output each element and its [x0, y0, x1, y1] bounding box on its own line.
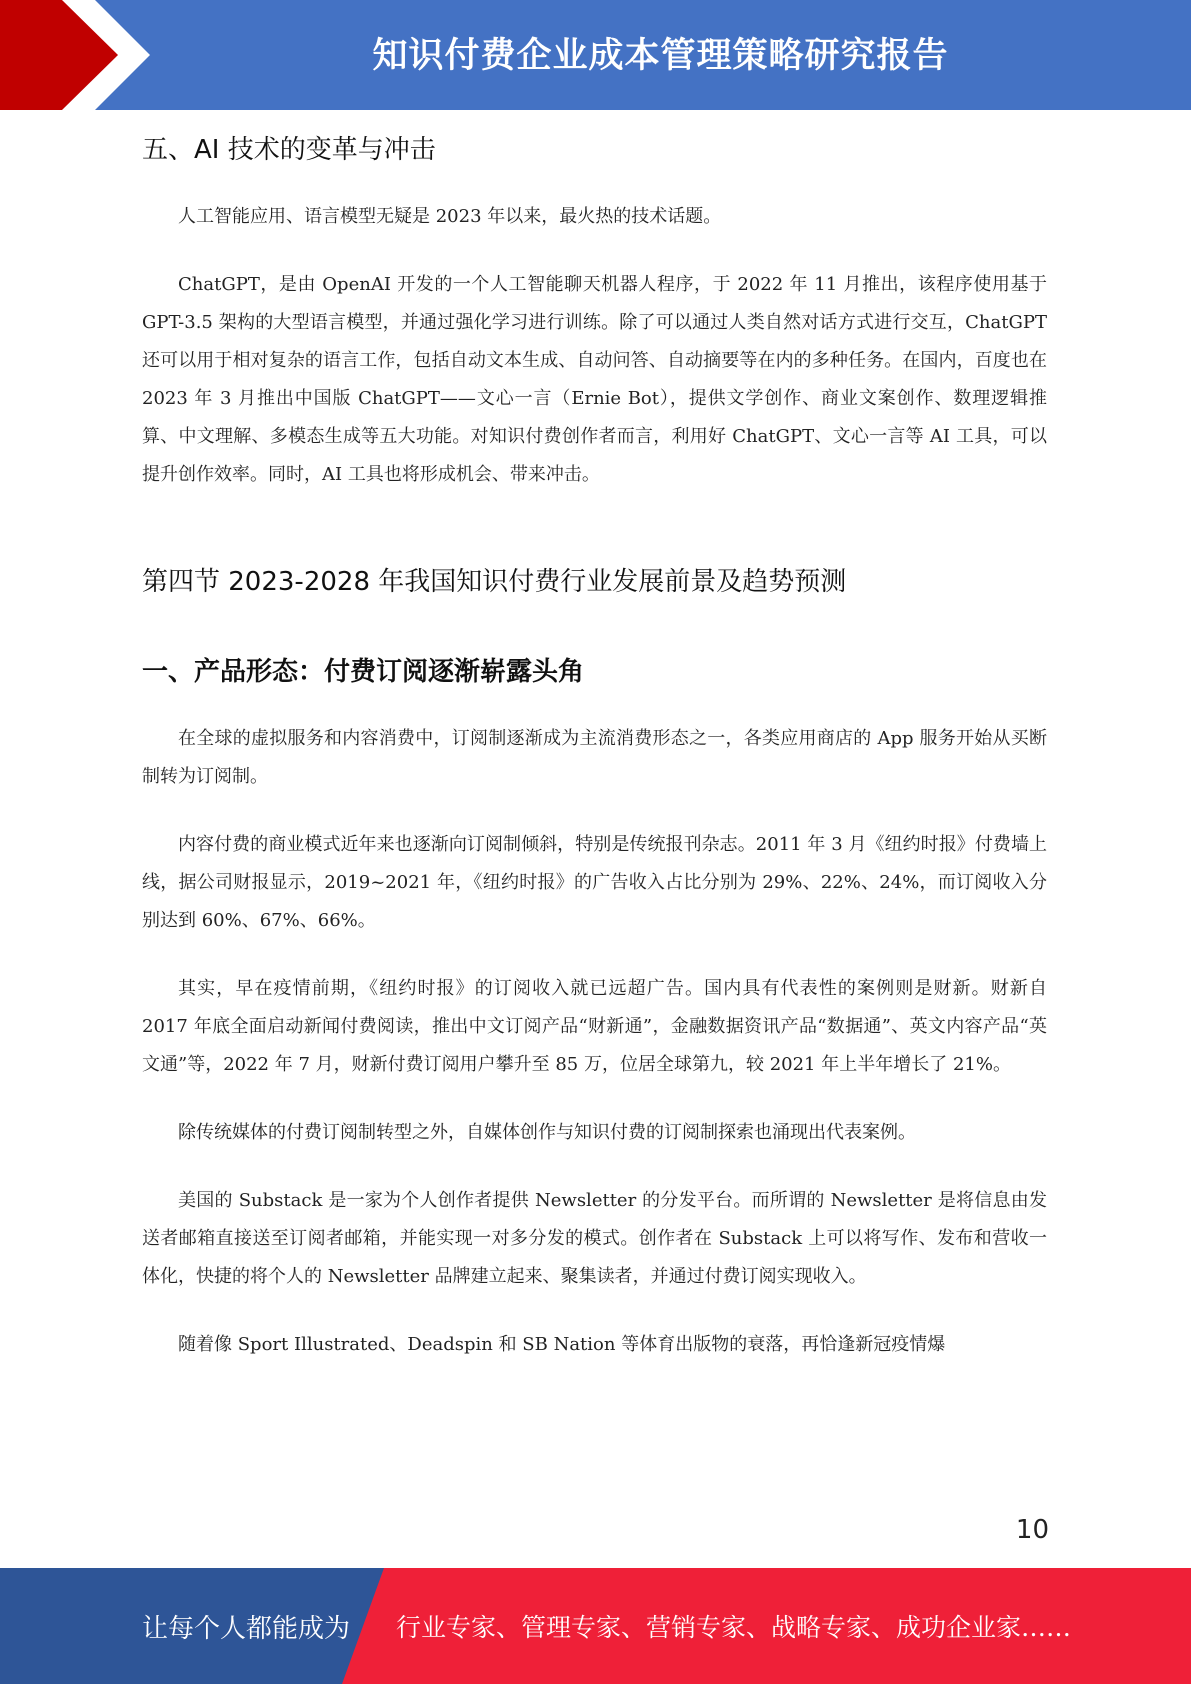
heading-ai-impact: 五、AI 技术的变革与冲击: [142, 135, 436, 165]
paragraph: 除传统媒体的付费订阅制转型之外，自媒体创作与知识付费的订阅制探索也涌现出代表案例。: [178, 1122, 916, 1143]
paragraph: ChatGPT，是由 OpenAI 开发的一个人工智能聊天机器人程序，于 2022 年 11 月推出，该程序使用基于 GPT-3.5 架构的大型语言模型，并通过强化学习进行训练。除了可以通过人类自然对话方式进行交互，ChatGPT 还可以用于相对复杂的语言工作，包括自动文本生成、自动问答、自动摘要等在内的多种任务。在国内，百度也在 2023 年 3 月推出中国版 ChatGPT——文心一言（Ernie Bot），提供文学创作、商业文案创作、数理逻辑推算、中文理解、多模态生成等五大功能。对知识付费创作者而言，利用好 ChatGPT、文心一言等 AI 工具，可以提升创作效率。同时，AI 工具也将形成机会、带来冲击。: [142, 274, 1047, 485]
paragraph: 随着像 Sport Illustrated、Deadspin 和 SB Nation 等体育出版物的衰落，再恰逢新冠疫情爆: [178, 1334, 946, 1355]
page-header: [0, 0, 1191, 110]
document-body: [142, 130, 1047, 1364]
subheading-product-form: 一、产品形态：付费订阅逐渐崭露头角: [142, 657, 585, 687]
paragraph: 其实，早在疫情前期，《纽约时报》的订阅收入就已远超广告。国内具有代表性的案例则是财新。财新自 2017 年底全面启动新闻付费阅读，推出中文订阅产品“财新通”，金融数据资讯产品“数据通”、英文内容产品“英文通”等，2022 年 7 月，财新付费订阅用户攀升至 85 万，位居全球第九，较 2021 年上半年增长了 21%。: [142, 978, 1047, 1075]
paragraph: 在全球的虚拟服务和内容消费中，订阅制逐渐成为主流消费形态之一，各类应用商店的 App 服务开始从买断制转为订阅制。: [142, 728, 1047, 787]
paragraph: 内容付费的商业模式近年来也逐渐向订阅制倾斜，特别是传统报刊杂志。2011 年 3 月《纽约时报》付费墙上线，据公司财报显示，2019~2021 年，《纽约时报》的广告收入占比分别为 29%、22%、24%，而订阅收入分别达到 60%、67%、66%。: [142, 834, 1047, 931]
page-footer: [0, 1568, 1191, 1684]
paragraph: 美国的 Substack 是一家为个人创作者提供 Newsletter 的分发平台。而所谓的 Newsletter 是将信息由发送者邮箱直接送至订阅者邮箱，并能实现一对多分发的模式。创作者在 Substack 上可以将写作、发布和营收一体化，快捷的将个人的 Newsletter 品牌建立起来、聚集读者，并通过付费订阅实现收入。: [142, 1190, 1047, 1287]
section-heading: 第四节 2023-2028 年我国知识付费行业发展前景及趋势预测: [142, 567, 847, 597]
page-number: 10: [1015, 1515, 1049, 1545]
paragraph: 人工智能应用、语言模型无疑是 2023 年以来，最火热的技术话题。: [178, 206, 722, 227]
report-title: 知识付费企业成本管理策略研究报告: [372, 36, 949, 76]
footer-slogan-left: 让每个人都能成为: [142, 1613, 351, 1644]
footer-slogan-right: 行业专家、管理专家、营销专家、战略专家、成功企业家……: [396, 1613, 1072, 1642]
